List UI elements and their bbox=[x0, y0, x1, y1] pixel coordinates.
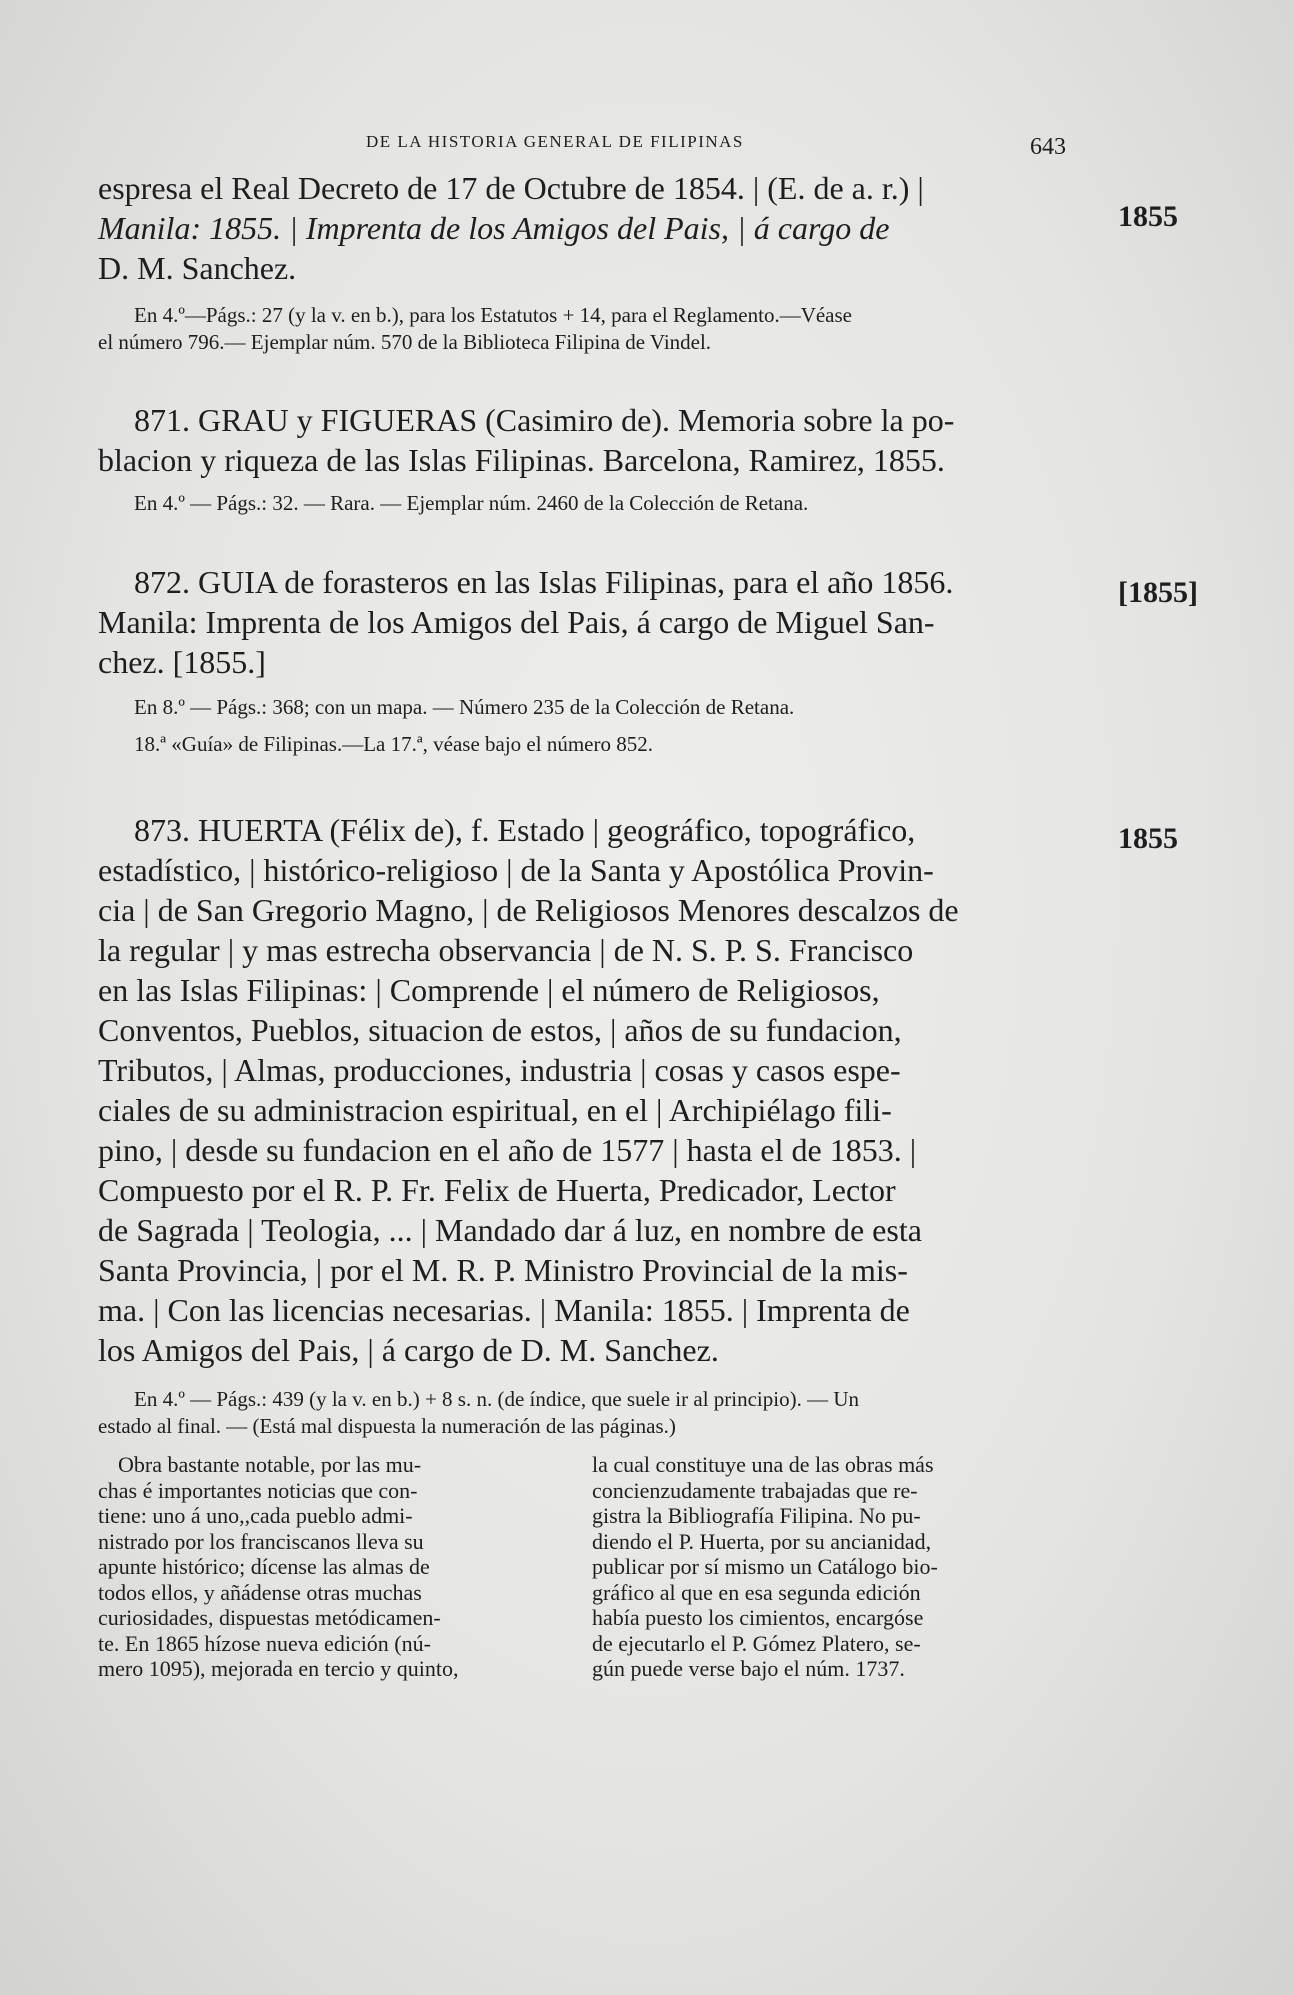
note-line: En 8.º — Págs.: 368; con un mapa. — Número 235 de la Colección de Retana. bbox=[134, 695, 795, 719]
column-line: apunte histórico; dícense las almas de bbox=[98, 1554, 430, 1579]
entry-heading-line: 872. GUIA de forasteros en las Islas Filipinas, para el año 1856. bbox=[134, 564, 954, 600]
commentary-right-column bbox=[592, 1452, 1112, 1682]
column-line: gistra la Bibliografía Filipina. No pu- bbox=[592, 1503, 921, 1528]
body-line: chez. [1855.] bbox=[98, 644, 266, 680]
body-line: Manila: 1855. | Imprenta de los Amigos del Pais, | á cargo de bbox=[98, 210, 890, 246]
body-line: Conventos, Pueblos, situacion de estos, | años de su fundacion, bbox=[98, 1012, 902, 1048]
column-line: curiosidades, dispuestas metódicamen- bbox=[98, 1605, 441, 1630]
entry-heading-line: 871. GRAU y FIGUERAS (Casimiro de). Memoria sobre la po- bbox=[134, 402, 955, 438]
margin-year: 1855 bbox=[1118, 822, 1178, 855]
column-line: publicar por sí mismo un Catálogo bio- bbox=[592, 1554, 938, 1579]
column-line: te. En 1865 hízose nueva edición (nú- bbox=[98, 1630, 431, 1656]
margin-year: 1855 bbox=[1118, 200, 1178, 233]
column-line: chas é importantes noticias que con- bbox=[98, 1477, 418, 1503]
column-line: concienzudamente trabajadas que re- bbox=[592, 1477, 918, 1503]
note-line: En 4.º — Págs.: 439 (y la v. en b.) + 8 s. n. (de índice, que suele ir al principio). — Un bbox=[134, 1387, 860, 1411]
column-line: había puesto los cimientos, encargóse bbox=[592, 1605, 924, 1630]
body-line: ma. | Con las licencias necesarias. | Manila: 1855. | Imprenta de bbox=[98, 1292, 910, 1328]
body-line: Compuesto por el R. P. Fr. Felix de Huerta, Predicador, Lector bbox=[98, 1172, 896, 1208]
note-line: En 4.º—Págs.: 27 (y la v. en b.), para los Estatutos + 14, para el Reglamento.—Véase bbox=[134, 303, 852, 327]
column-line: Obra bastante notable, por las mu- bbox=[118, 1452, 422, 1477]
body-line: blacion y riqueza de las Islas Filipinas. Barcelona, Ramirez, 1855. bbox=[98, 442, 945, 478]
column-line: gráfico al que en esa segunda edición bbox=[592, 1579, 921, 1605]
column-line: de ejecutarlo el P. Gómez Platero, se- bbox=[592, 1630, 921, 1656]
entry-872 bbox=[98, 562, 1098, 758]
running-title: DE LA HISTORIA GENERAL DE FILIPINAS bbox=[366, 132, 744, 151]
body-line: Santa Provincia, | por el M. R. P. Ministro Provincial de la mis- bbox=[98, 1252, 908, 1288]
body-line: de Sagrada | Teologia, ... | Mandado dar á luz, en nombre de esta bbox=[98, 1212, 922, 1248]
margin-year: [1855] bbox=[1118, 576, 1198, 609]
column-line: nistrado por los franciscanos lleva su bbox=[98, 1528, 424, 1554]
note-line: 18.ª «Guía» de Filipinas.—La 17.ª, véase bajo el número 852. bbox=[134, 732, 653, 756]
entry-870-continuation bbox=[98, 168, 1098, 356]
note-line: En 4.º — Págs.: 32. — Rara. — Ejemplar núm. 2460 de la Colección de Retana. bbox=[134, 491, 809, 515]
body-line: D. M. Sanchez. bbox=[98, 250, 297, 286]
body-line: ciales de su administracion espiritual, en el | Archipiélago fili- bbox=[98, 1092, 892, 1128]
note-line: estado al final. — (Está mal dispuesta la numeración de las páginas.) bbox=[98, 1414, 676, 1438]
entry-873 bbox=[98, 810, 1098, 1440]
column-line: la cual constituye una de las obras más bbox=[592, 1452, 934, 1477]
body-line: pino, | desde su fundacion en el año de 1577 | hasta el de 1853. | bbox=[98, 1132, 917, 1168]
entry-heading-line: 873. HUERTA (Félix de), f. Estado | geográfico, topográfico, bbox=[134, 812, 916, 848]
body-line: la regular | y mas estrecha observancia | de N. S. P. S. Francisco bbox=[98, 932, 914, 968]
column-line: mero 1095), mejorada en tercio y quinto, bbox=[98, 1656, 459, 1681]
page-number: 643 bbox=[1030, 134, 1066, 160]
body-line: en las Islas Filipinas: | Comprende | el número de Religiosos, bbox=[98, 972, 880, 1008]
column-line: tiene: uno á uno,,cada pueblo admi- bbox=[98, 1503, 413, 1528]
page-header bbox=[0, 128, 1294, 158]
note-line: el número 796.— Ejemplar núm. 570 de la Biblioteca Filipina de Vindel. bbox=[98, 330, 712, 354]
column-line: todos ellos, y añádense otras muchas bbox=[98, 1579, 422, 1605]
body-line: Manila: Imprenta de los Amigos del Pais, á cargo de Miguel San- bbox=[98, 604, 935, 640]
commentary-left-column bbox=[98, 1452, 568, 1682]
column-line: gún puede verse bajo el núm. 1737. bbox=[592, 1656, 905, 1681]
body-line: Tributos, | Almas, producciones, industria | cosas y casos espe- bbox=[98, 1052, 901, 1088]
body-line: estadístico, | histórico-religioso | de la Santa y Apostólica Provin- bbox=[98, 852, 934, 888]
entry-871 bbox=[98, 400, 1098, 517]
body-line: espresa el Real Decreto de 17 de Octubre de 1854. | (E. de a. r.) | bbox=[98, 170, 924, 206]
body-line: cia | de San Gregorio Magno, | de Religiosos Menores descalzos de bbox=[98, 892, 959, 928]
body-line: los Amigos del Pais, | á cargo de D. M. Sanchez. bbox=[98, 1332, 719, 1368]
column-line: diendo el P. Huerta, por su ancianidad, bbox=[592, 1528, 932, 1554]
